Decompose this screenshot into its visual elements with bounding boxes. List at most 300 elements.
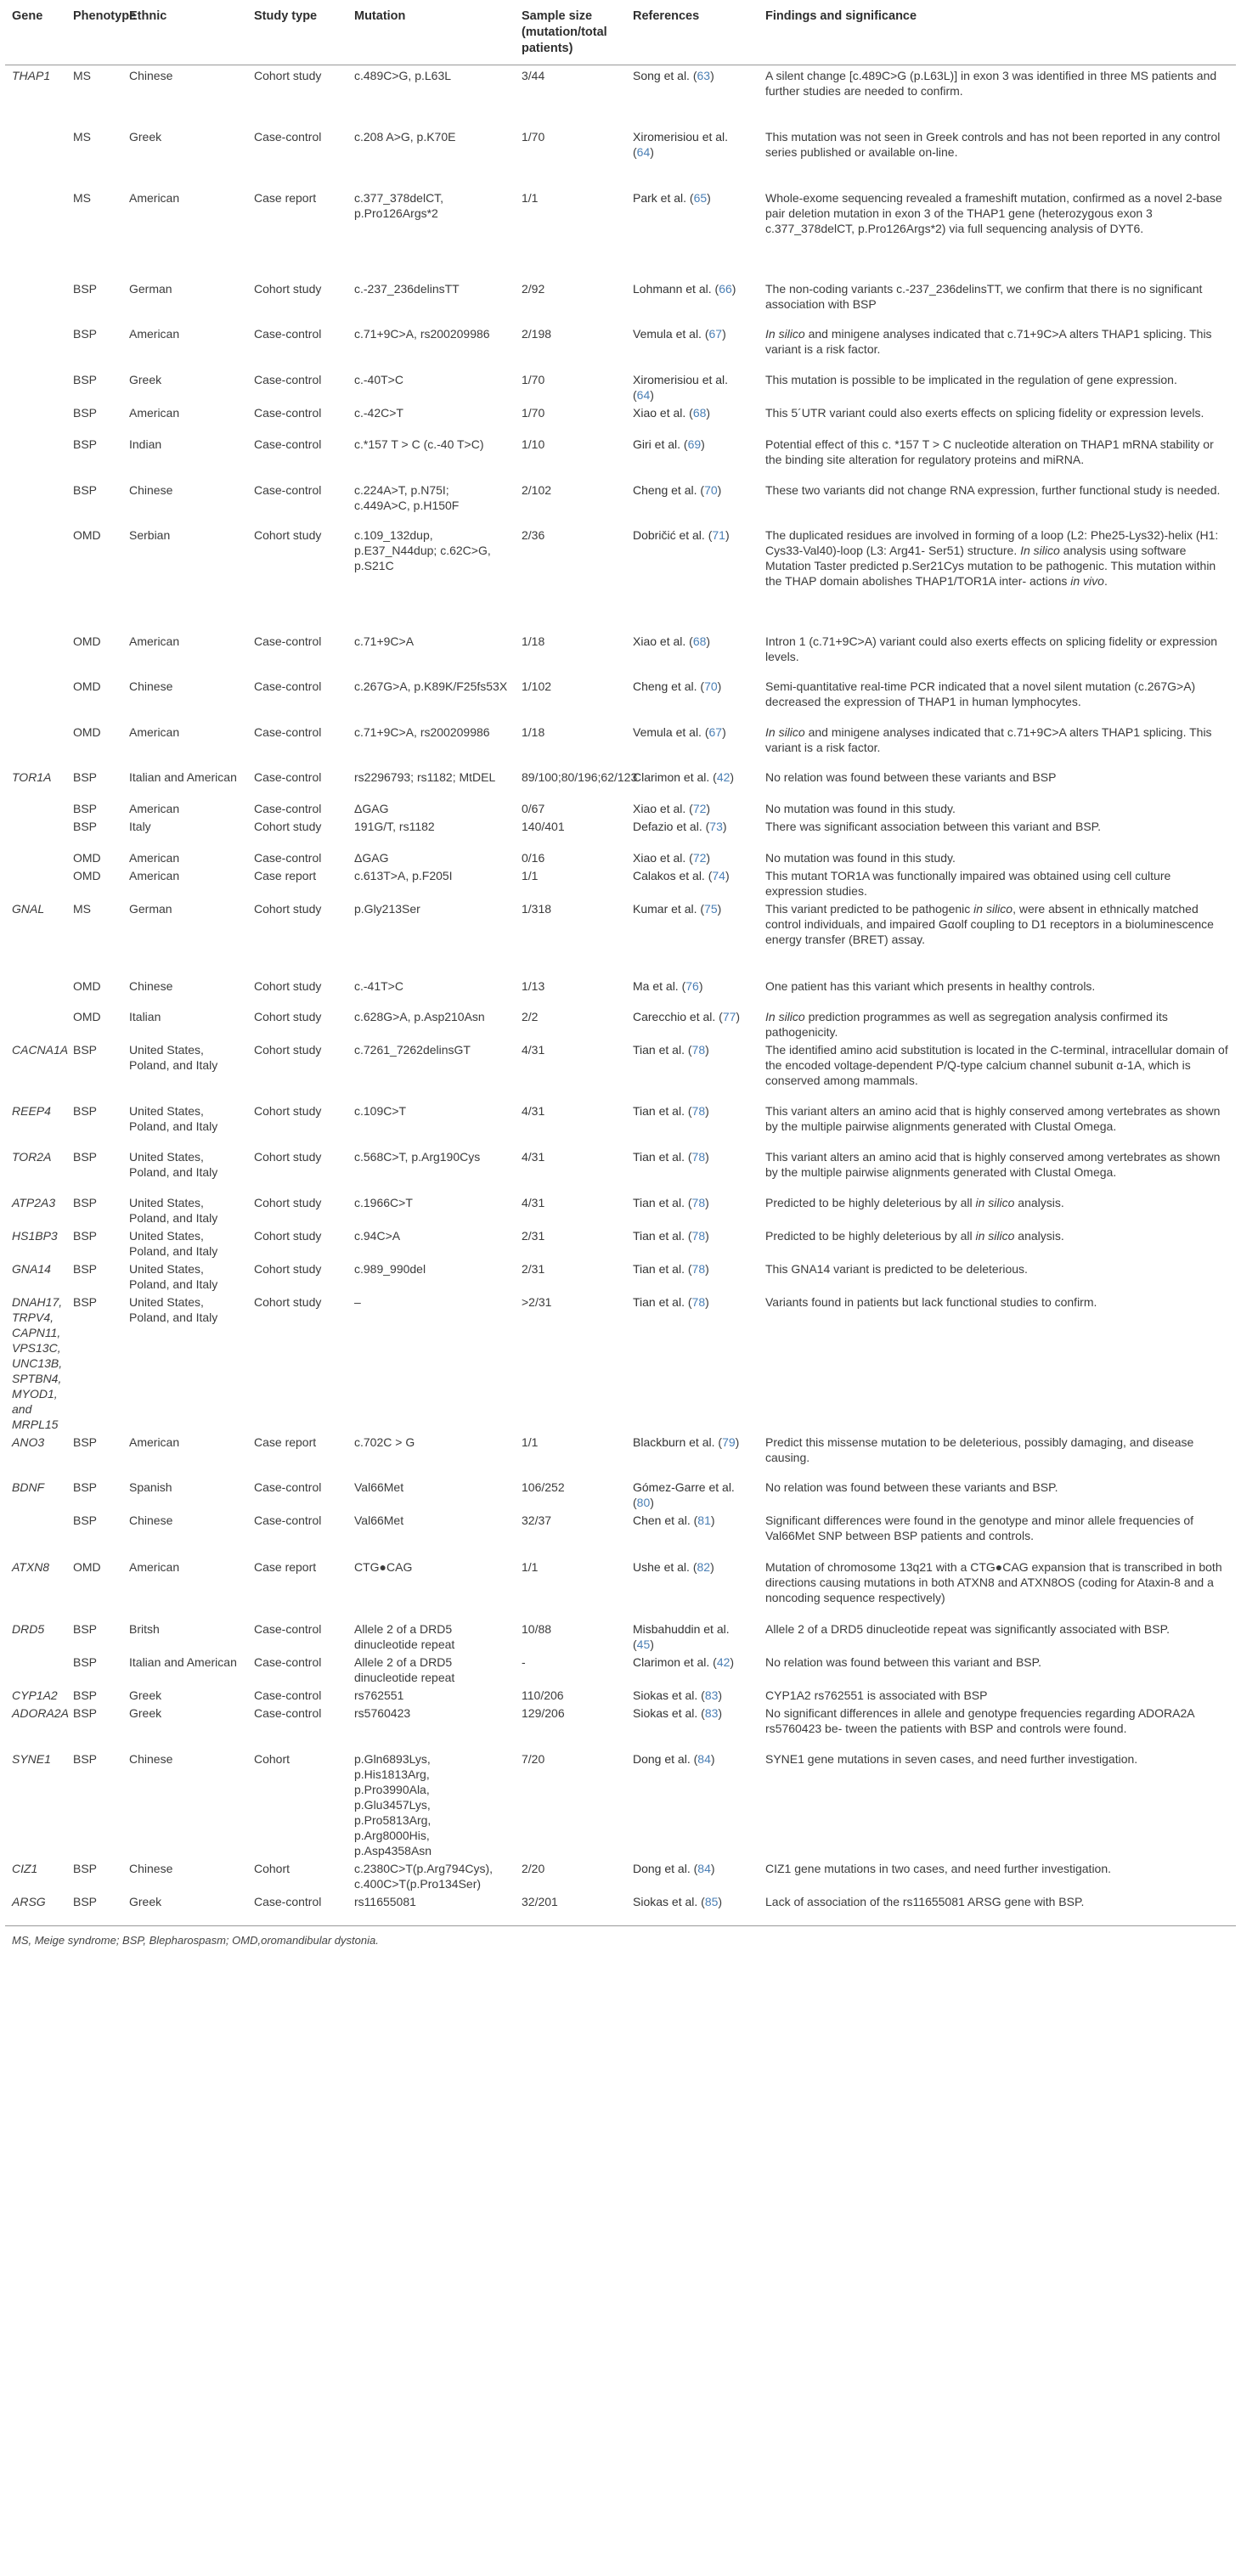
gene-cell: ATXN8 — [12, 1559, 50, 1574]
sample-size-cell: 2/198 — [522, 326, 552, 341]
table-row — [5, 188, 1236, 279]
gene-cell — [5, 631, 66, 676]
reference-cell: Lohmann et al. (66) — [633, 281, 736, 296]
reference-author: Giri et al. — [633, 437, 681, 451]
reference-cell: Xiao et al. (72) — [633, 801, 711, 815]
phenotype-cell: MS — [73, 190, 91, 205]
study-type-cell: Cohort study — [254, 1149, 322, 1164]
gene-cell — [5, 865, 66, 899]
reference-author: Siokas et al. — [633, 1688, 698, 1702]
ethnic-cell: Indian — [129, 437, 162, 451]
table-row — [5, 1226, 1236, 1259]
ethnic-cell: American — [129, 1435, 180, 1449]
phenotype-cell: BSP — [73, 1751, 98, 1766]
phenotype-cell: BSP — [73, 1228, 98, 1243]
table-row — [5, 480, 1236, 525]
ethnic-cell: Italy — [129, 819, 151, 833]
phenotype-cell: BSP — [73, 1894, 98, 1908]
reference-cell: Tian et al. (78) — [633, 1294, 709, 1309]
reference-cell: Tian et al. (78) — [633, 1042, 709, 1057]
header-gene: Gene — [5, 0, 66, 65]
mutation-cell: c.628G>A, p.Asp210Asn — [354, 1009, 485, 1023]
mutation-cell: c.489C>G, p.L63L — [354, 69, 452, 82]
ethnic-cell: American — [129, 1559, 180, 1574]
study-type-cell: Cohort — [254, 1861, 291, 1875]
sample-size-cell: 0/16 — [522, 850, 545, 865]
findings-cell: Variants found in patients but lack functional studies to confirm. — [765, 1294, 1097, 1309]
table-row — [5, 1703, 1236, 1749]
findings-cell: Intron 1 (c.71+9C>A) variant could also exerts effects on splicing fidelity or expression levels. — [765, 634, 1218, 663]
study-type-cell: Cohort study — [254, 69, 322, 82]
sample-size-cell: 1/1 — [522, 1435, 539, 1449]
sample-size-cell: 1/1 — [522, 868, 539, 882]
findings-cell: Lack of association of the rs11655081 ARSG gene with BSP. — [765, 1894, 1085, 1908]
sample-size-cell: - — [522, 1654, 526, 1669]
gene-cell — [5, 279, 66, 324]
findings-cell: This mutant TOR1A was functionally impaired was obtained using cell culture expression studies. — [765, 868, 1171, 898]
mutation-cell: c.377_378delCT, p.Pro126Args*2 — [354, 190, 444, 220]
ethnic-cell: Spanish — [129, 1480, 172, 1494]
table-row — [5, 1040, 1236, 1101]
gene-cell: ANO3 — [12, 1435, 45, 1449]
reference-link[interactable]: 63 — [697, 69, 711, 82]
reference-cell: Tian et al. (78) — [633, 1261, 709, 1276]
phenotype-cell: OMD — [73, 850, 101, 865]
reference-cell: Dobričić et al. (71) — [633, 527, 730, 542]
study-type-cell: Case-control — [254, 1654, 322, 1669]
reference-link[interactable]: 42 — [716, 769, 730, 784]
reference-cell: Park et al. (65) — [633, 190, 711, 205]
reference-author: Blackburn et al. — [633, 1435, 715, 1449]
mutation-cell: c.*157 T > C (c.-40 T>C) — [354, 437, 484, 451]
study-type-cell: Cohort study — [254, 1103, 322, 1118]
mutation-cell: c.94C>A — [354, 1228, 401, 1243]
reference-link[interactable]: 85 — [704, 1894, 719, 1908]
gene-cell — [5, 976, 66, 1006]
table-row — [5, 722, 1236, 767]
findings-cell: This mutation is possible to be implicated in the regulation of gene expression. — [765, 372, 1177, 386]
reference-cell: Cheng et al. (70) — [633, 482, 722, 497]
header-study-type: Study type — [247, 0, 347, 65]
gene-cell — [5, 434, 66, 480]
table-footnote: MS, Meige syndrome; BSP, Blepharospasm; OMD,oromandibular dystonia. — [5, 1925, 1236, 1947]
findings-cell: Mutation of chromosome 13q21 with a CTG●CAG expansion that is transcribed in both directions causing mutations in both ATXN8 and ATXN8OS (coding for Ataxin-8 and a noncoding sequence respectively) — [765, 1559, 1222, 1604]
sample-size-cell: 1/70 — [522, 372, 545, 386]
ethnic-cell: Serbian — [129, 527, 171, 542]
study-type-cell: Case-control — [254, 372, 322, 386]
mutation-cell: rs762551 — [354, 1688, 404, 1702]
gene-cell: CIZ1 — [12, 1861, 38, 1875]
header-phenotype: Phenotype — [66, 0, 122, 65]
ethnic-cell: Greek — [129, 1705, 162, 1720]
reference-link[interactable]: 45 — [636, 1637, 651, 1651]
phenotype-cell: MS — [73, 129, 91, 144]
mutation-cell: c.267G>A, p.K89K/F25fs53X — [354, 679, 508, 693]
mutation-cell: Allele 2 of a DRD5 dinucleotide repeat — [354, 1654, 455, 1684]
mutation-cell: – — [354, 1294, 361, 1309]
phenotype-cell: BSP — [73, 482, 98, 497]
mutation-cell: c.702C > G — [354, 1435, 415, 1449]
reference-cell: Siokas et al. (83) — [633, 1688, 723, 1702]
reference-link[interactable]: 78 — [691, 1261, 706, 1276]
ethnic-cell: Britsh — [129, 1621, 160, 1636]
ethnic-cell: German — [129, 901, 172, 916]
reference-cell: Calakos et al. (74) — [633, 868, 730, 882]
phenotype-cell: BSP — [73, 1435, 98, 1449]
study-type-cell: Cohort study — [254, 978, 322, 993]
ethnic-cell: Italian and American — [129, 769, 237, 784]
reference-author: Xiao et al. — [633, 405, 686, 420]
reference-link[interactable]: 83 — [704, 1688, 719, 1702]
study-type-cell: Case-control — [254, 437, 322, 451]
mutation-cell: rs11655081 — [354, 1894, 416, 1908]
table-row — [5, 1101, 1236, 1147]
reference-link[interactable]: 70 — [704, 679, 718, 693]
ethnic-cell: United States, Poland, and Italy — [129, 1195, 218, 1225]
table-row — [5, 816, 1236, 848]
phenotype-cell: OMD — [73, 679, 101, 693]
sample-size-cell: 1/18 — [522, 634, 545, 648]
reference-author: Carecchio et al. — [633, 1009, 716, 1023]
reference-author: Clarimon et al. — [633, 1654, 710, 1669]
findings-cell: In silico and minigene analyses indicated that c.71+9C>A alters THAP1 splicing. This variant is a risk factor. — [765, 326, 1212, 356]
gene-cell: HS1BP3 — [12, 1228, 58, 1243]
reference-link[interactable]: 67 — [708, 326, 723, 341]
sample-size-cell: 4/31 — [522, 1149, 545, 1164]
study-type-cell: Case report — [254, 190, 317, 205]
phenotype-cell: BSP — [73, 372, 98, 386]
reference-cell: Carecchio et al. (77) — [633, 1009, 741, 1023]
mutation-cell: c.-40T>C — [354, 372, 403, 386]
mutation-cell: Val66Met — [354, 1480, 404, 1494]
findings-cell: A silent change [c.489C>G (p.L63L)] in exon 3 was identified in three MS patients and further studies are needed to confirm. — [765, 69, 1217, 98]
ethnic-cell: American — [129, 801, 180, 815]
findings-cell: Predict this missense mutation to be deleterious, possibly damaging, and disease causing. — [765, 1435, 1194, 1464]
gene-cell — [5, 1510, 66, 1557]
study-type-cell: Case-control — [254, 482, 322, 497]
reference-author: Xiromerisiou et al. — [633, 129, 729, 144]
reference-link[interactable]: 84 — [697, 1751, 711, 1766]
reference-author: Lohmann et al. — [633, 281, 712, 296]
reference-author: Calakos et al. — [633, 868, 705, 882]
reference-link[interactable]: 78 — [691, 1103, 706, 1118]
ethnic-cell: United States, Poland, and Italy — [129, 1294, 218, 1324]
sample-size-cell: 2/31 — [522, 1261, 545, 1276]
ethnic-cell: American — [129, 405, 180, 420]
findings-cell: Allele 2 of a DRD5 dinucleotide repeat was significantly associated with BSP. — [765, 1621, 1170, 1636]
table-row — [5, 324, 1236, 369]
sample-size-cell: 1/1 — [522, 1559, 539, 1574]
ethnic-cell: Italian — [129, 1009, 161, 1023]
phenotype-cell: BSP — [73, 769, 98, 784]
findings-cell: No mutation was found in this study. — [765, 850, 956, 865]
table-body — [5, 65, 1236, 1922]
reference-link[interactable]: 42 — [716, 1654, 730, 1669]
reference-cell: Vemula et al. (67) — [633, 326, 726, 341]
phenotype-cell: BSP — [73, 1103, 98, 1118]
mutation-cell: rs2296793; rs1182; MtDEL — [354, 769, 496, 784]
reference-author: Park et al. — [633, 190, 687, 205]
phenotype-cell: BSP — [73, 1261, 98, 1276]
reference-link[interactable]: 81 — [697, 1513, 711, 1527]
gene-cell: CACNA1A — [12, 1042, 69, 1057]
reference-link[interactable]: 76 — [685, 978, 699, 993]
reference-link[interactable]: 69 — [687, 437, 702, 451]
sample-size-cell: 89/100;80/196;62/123 — [522, 769, 638, 784]
study-type-cell: Case-control — [254, 405, 322, 420]
reference-author: Tian et al. — [633, 1294, 685, 1309]
study-type-cell: Case-control — [254, 326, 322, 341]
gene-cell: ARSG — [12, 1894, 46, 1908]
sample-size-cell: 1/1 — [522, 190, 539, 205]
study-type-cell: Cohort study — [254, 1261, 322, 1276]
reference-author: Xiao et al. — [633, 634, 686, 648]
gene-cell: DRD5 — [12, 1621, 45, 1636]
sample-size-cell: 32/37 — [522, 1513, 552, 1527]
sample-size-cell: 1/13 — [522, 978, 545, 993]
reference-link[interactable]: 78 — [691, 1195, 706, 1209]
reference-cell: Cheng et al. (70) — [633, 679, 722, 693]
header-sample-size: Sample size (mutation/total patients) — [515, 0, 626, 65]
sample-size-cell: 2/92 — [522, 281, 545, 296]
sample-size-cell: 7/20 — [522, 1751, 545, 1766]
reference-link[interactable]: 68 — [692, 405, 707, 420]
table-row — [5, 434, 1236, 480]
reference-link[interactable]: 75 — [704, 901, 718, 916]
reference-author: Tian et al. — [633, 1103, 685, 1118]
sample-size-cell: 3/44 — [522, 69, 545, 82]
phenotype-cell: OMD — [73, 724, 101, 739]
gene-cell — [5, 369, 66, 403]
phenotype-cell: BSP — [73, 405, 98, 420]
reference-link[interactable]: 82 — [697, 1559, 711, 1574]
gene-cell — [5, 722, 66, 767]
findings-cell: SYNE1 gene mutations in seven cases, and need further investigation. — [765, 1751, 1138, 1766]
study-type-cell: Cohort study — [254, 281, 322, 296]
reference-link[interactable]: 84 — [697, 1861, 711, 1875]
reference-link[interactable]: 66 — [719, 281, 732, 296]
reference-link[interactable]: 73 — [709, 819, 723, 833]
table-row — [5, 1259, 1236, 1292]
table-row — [5, 899, 1236, 976]
ethnic-cell: Chinese — [129, 1751, 173, 1766]
study-type-cell: Case-control — [254, 1621, 322, 1636]
study-type-cell: Case-control — [254, 129, 322, 144]
phenotype-cell: MS — [73, 901, 91, 916]
findings-cell: This 5´UTR variant could also exerts effects on splicing fidelity or expression levels. — [765, 405, 1204, 420]
findings-cell: Significant differences were found in the genotype and minor allele frequencies of Val66Met SNP between BSP patients and controls. — [765, 1513, 1194, 1542]
table-row — [5, 1192, 1236, 1226]
study-type-cell: Case-control — [254, 769, 322, 784]
table-row — [5, 1557, 1236, 1619]
reference-link[interactable]: 78 — [691, 1042, 706, 1057]
reference-author: Tian et al. — [633, 1228, 685, 1243]
study-type-cell: Cohort study — [254, 1294, 322, 1309]
gene-cell: ATP2A3 — [12, 1195, 56, 1209]
reference-link[interactable]: 70 — [704, 482, 718, 497]
gene-cell — [5, 480, 66, 525]
findings-cell: CYP1A2 rs762551 is associated with BSP — [765, 1688, 988, 1702]
study-type-cell: Cohort study — [254, 527, 322, 542]
header-findings: Findings and significance — [759, 0, 1236, 65]
reference-link[interactable]: 77 — [722, 1009, 736, 1023]
reference-author: Chen et al. — [633, 1513, 691, 1527]
ethnic-cell: Greek — [129, 1688, 162, 1702]
gene-cell — [5, 403, 66, 434]
reference-link[interactable]: 78 — [691, 1149, 706, 1164]
study-type-cell: Case-control — [254, 1894, 322, 1908]
header-mutation: Mutation — [347, 0, 515, 65]
reference-link[interactable]: 72 — [692, 850, 707, 865]
reference-link[interactable]: 64 — [636, 144, 651, 159]
reference-author: Cheng et al. — [633, 679, 697, 693]
phenotype-cell: BSP — [73, 1294, 98, 1309]
reference-link[interactable]: 72 — [692, 801, 707, 815]
gene-cell — [5, 127, 66, 188]
reference-link[interactable]: 78 — [691, 1228, 706, 1243]
phenotype-cell: BSP — [73, 1705, 98, 1720]
mutation-cell: c.1966C>T — [354, 1195, 413, 1209]
findings-cell: Predicted to be highly deleterious by all in silico analysis. — [765, 1195, 1064, 1209]
ethnic-cell: Chinese — [129, 482, 173, 497]
reference-link[interactable]: 71 — [712, 527, 725, 542]
study-type-cell: Case report — [254, 868, 317, 882]
reference-author: Tian et al. — [633, 1149, 685, 1164]
sample-size-cell: >2/31 — [522, 1294, 552, 1309]
mutation-cell: c.208 A>G, p.K70E — [354, 129, 456, 144]
table-row — [5, 127, 1236, 188]
findings-cell: Potential effect of this c. *157 T > C nucleotide alteration on THAP1 mRNA stability or the binding site alteration for regulatory proteins and miRNA. — [765, 437, 1214, 466]
reference-cell: Defazio et al. (73) — [633, 819, 727, 833]
gene-cell: TOR2A — [12, 1149, 52, 1164]
reference-cell: Vemula et al. (67) — [633, 724, 726, 739]
mutation-cell: ΔGAG — [354, 850, 389, 865]
reference-author: Xiao et al. — [633, 801, 686, 815]
ethnic-cell: American — [129, 724, 180, 739]
reference-author: Vemula et al. — [633, 326, 702, 341]
gene-cell: DNAH17, TRPV4, CAPN11, VPS13C, UNC13B, SPTBN4, MYOD1, and MRPL15 — [12, 1294, 63, 1431]
sample-size-cell: 106/252 — [522, 1480, 565, 1494]
mutation-cell: c.-42C>T — [354, 405, 403, 420]
reference-cell: Blackburn et al. (79) — [633, 1435, 740, 1449]
table-row — [5, 676, 1236, 722]
reference-author: Ma et al. — [633, 978, 679, 993]
sample-size-cell: 0/67 — [522, 801, 545, 815]
reference-cell: Misbahuddin et al. (45) — [633, 1621, 730, 1651]
table-row — [5, 1292, 1236, 1432]
table-row — [5, 1477, 1236, 1510]
reference-link[interactable]: 64 — [636, 387, 651, 402]
ethnic-cell: Chinese — [129, 679, 173, 693]
reference-author: Cheng et al. — [633, 482, 697, 497]
reference-link[interactable]: 78 — [691, 1294, 706, 1309]
reference-link[interactable]: 74 — [712, 868, 725, 882]
phenotype-cell: BSP — [73, 326, 98, 341]
reference-link[interactable]: 79 — [722, 1435, 736, 1449]
sample-size-cell: 129/206 — [522, 1705, 565, 1720]
reference-author: Clarimon et al. — [633, 769, 710, 784]
reference-link[interactable]: 68 — [692, 634, 707, 648]
reference-author: Tian et al. — [633, 1195, 685, 1209]
table-row — [5, 369, 1236, 403]
gene-cell — [5, 848, 66, 865]
gene-mutation-table — [5, 0, 1236, 1922]
mutation-cell: c.2380C>T(p.Arg794Cys), c.400C>T(p.Pro134Ser) — [354, 1861, 494, 1891]
mutation-cell: 191G/T, rs1182 — [354, 819, 435, 833]
table-row — [5, 1147, 1236, 1192]
findings-cell: No relation was found between these variants and BSP. — [765, 1480, 1058, 1494]
sample-size-cell: 1/18 — [522, 724, 545, 739]
mutation-cell: rs5760423 — [354, 1705, 411, 1720]
gene-cell: GNA14 — [12, 1261, 51, 1276]
table-row — [5, 1858, 1236, 1891]
reference-cell: Ushe et al. (82) — [633, 1559, 714, 1574]
table-row — [5, 65, 1236, 127]
gene-cell — [5, 1652, 66, 1685]
sample-size-cell: 1/10 — [522, 437, 545, 451]
ethnic-cell: United States, Poland, and Italy — [129, 1261, 218, 1291]
phenotype-cell: OMD — [73, 978, 101, 993]
reference-link[interactable]: 67 — [708, 724, 723, 739]
table-row — [5, 767, 1236, 798]
ethnic-cell: Italian and American — [129, 1654, 237, 1669]
study-type-cell: Case-control — [254, 634, 322, 648]
findings-cell: This mutation was not seen in Greek controls and has not been reported in any control series published or available on-line. — [765, 129, 1221, 159]
phenotype-cell: BSP — [73, 1621, 98, 1636]
findings-cell: This GNA14 variant is predicted to be deleterious. — [765, 1261, 1028, 1276]
reference-cell: Ma et al. (76) — [633, 978, 703, 993]
reference-author: Kumar et al. — [633, 901, 697, 916]
gene-cell — [5, 324, 66, 369]
study-type-cell: Case-control — [254, 679, 322, 693]
sample-size-cell: 110/206 — [522, 1688, 564, 1702]
sample-size-cell: 4/31 — [522, 1195, 545, 1209]
reference-cell: Dong et al. (84) — [633, 1861, 715, 1875]
findings-cell: This variant alters an amino acid that is highly conserved among vertebrates as shown by the multiple pairwise alignments generated with Clustal Omega. — [765, 1149, 1221, 1179]
ethnic-cell: American — [129, 190, 180, 205]
table-header-row — [5, 0, 1236, 65]
reference-cell: Clarimon et al. (42) — [633, 1654, 735, 1669]
reference-author: Tian et al. — [633, 1042, 685, 1057]
reference-link[interactable]: 80 — [636, 1495, 651, 1509]
reference-author: Xiromerisiou et al. — [633, 372, 729, 386]
study-type-cell: Cohort study — [254, 819, 322, 833]
reference-link[interactable]: 83 — [704, 1705, 719, 1720]
reference-cell: Chen et al. (81) — [633, 1513, 715, 1527]
ethnic-cell: American — [129, 326, 180, 341]
phenotype-cell: BSP — [73, 1861, 98, 1875]
sample-size-cell: 140/401 — [522, 819, 565, 833]
mutation-cell: c.568C>T, p.Arg190Cys — [354, 1149, 481, 1164]
study-type-cell: Cohort — [254, 1751, 291, 1766]
reference-cell: Xiao et al. (68) — [633, 405, 711, 420]
ethnic-cell: Chinese — [129, 69, 173, 82]
reference-author: Tian et al. — [633, 1261, 685, 1276]
study-type-cell: Cohort study — [254, 1195, 322, 1209]
ethnic-cell: American — [129, 634, 180, 648]
gene-cell: BDNF — [12, 1480, 45, 1494]
reference-link[interactable]: 65 — [693, 190, 708, 205]
reference-cell: Xiromerisiou et al. (64) — [633, 129, 729, 159]
phenotype-cell: BSP — [73, 1513, 98, 1527]
ethnic-cell: Greek — [129, 1894, 162, 1908]
mutation-cell: c.613T>A, p.F205I — [354, 868, 453, 882]
phenotype-cell: BSP — [73, 281, 98, 296]
mutation-cell: c.71+9C>A — [354, 634, 415, 648]
phenotype-cell: BSP — [73, 819, 98, 833]
gene-cell: ADORA2A — [12, 1705, 69, 1720]
reference-author: Song et al. — [633, 69, 690, 82]
